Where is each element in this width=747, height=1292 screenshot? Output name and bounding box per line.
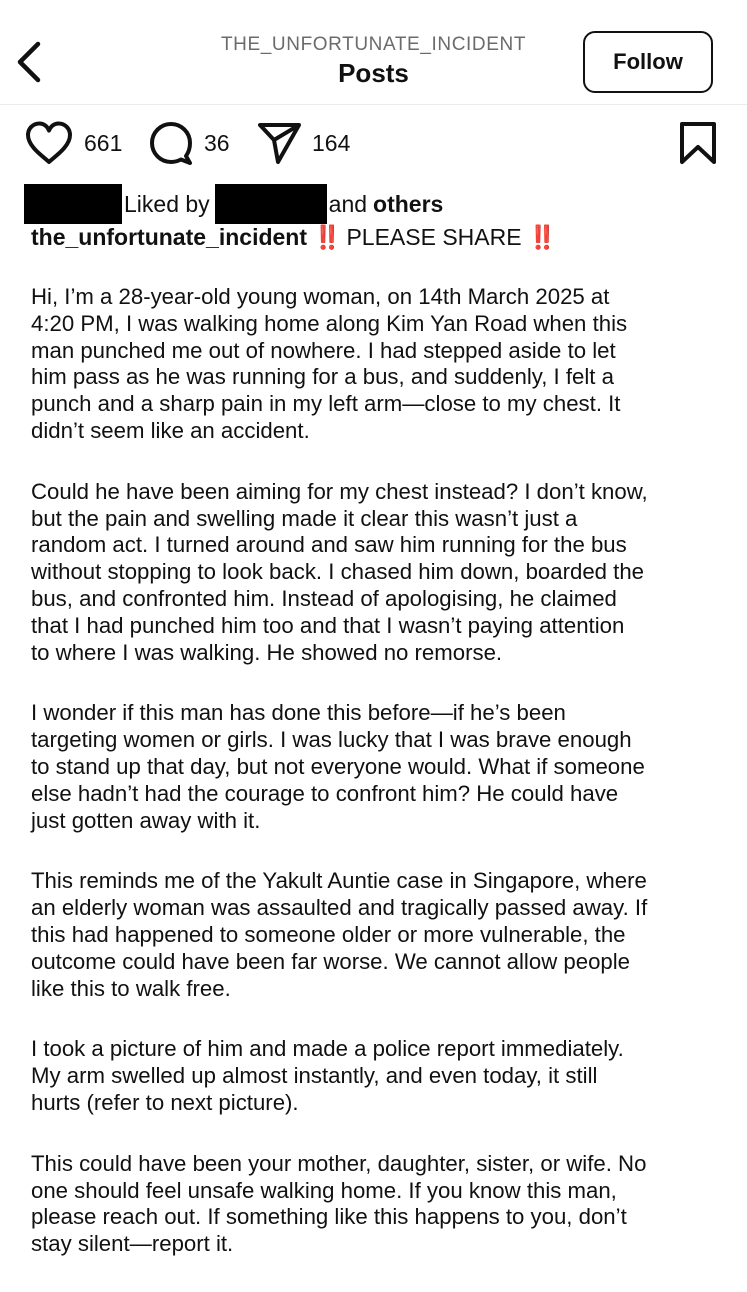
like-count: 661 — [84, 129, 123, 156]
double-exclamation-icon: ‼️ — [527, 224, 555, 250]
paper-plane-icon[interactable] — [256, 120, 302, 166]
caption-text: PLEASE SHARE — [346, 224, 522, 250]
redacted-username — [215, 184, 327, 224]
share-count: 164 — [312, 129, 351, 156]
heart-icon[interactable] — [24, 120, 74, 166]
liked-others-label[interactable]: others — [373, 190, 444, 217]
comment-count: 36 — [204, 129, 230, 156]
caption-username[interactable]: the_unfortunate_incident — [31, 224, 308, 250]
comment-action[interactable] — [148, 118, 230, 168]
share-action[interactable] — [256, 118, 350, 168]
account-name[interactable]: THE_UNFORTUNATE_INCIDENT — [220, 34, 527, 55]
bookmark-icon[interactable] — [678, 120, 718, 166]
like-action[interactable] — [24, 118, 122, 168]
post-paragraph: Hi, I’m a 28-year-old young woman, on 14th March 2025 at 4:20 PM, I was walking home along Kim Yan Road when this man punched me out of nowhere. I had stepped aside to let him pass as he was running for a bus, and suddenly, I felt a punch and a sharp pain in my left arm—close to my chest. It didn’t seem like an accident. — [31, 284, 628, 443]
save-action[interactable] — [678, 118, 718, 168]
double-exclamation-icon: ‼️ — [313, 224, 341, 250]
post-actions — [0, 118, 747, 168]
post-paragraph: I wonder if this man has done this before—if he’s been targeting women or girls. I was lucky that I was brave enough to stand up that day, but not everyone would. What if someone else hadn’t had the courage to confront him? He could have just gotten away with it. — [31, 700, 645, 833]
caption-line — [31, 222, 555, 252]
comment-bubble-icon[interactable] — [148, 120, 194, 166]
post-body — [31, 284, 721, 1292]
post-paragraph: This reminds me of the Yakult Auntie case in Singapore, where an elderly woman was assaulted and tragically passed away. If this had happened to someone older or more vulnerable, the outcome could have been far worse. We cannot allow people like this to walk free. — [31, 868, 648, 1001]
post-paragraph: This could have been your mother, daughter, sister, or wife. No one should feel unsafe walking home. If you know this man, please reach out. If something like this happens to you, don’t stay silent—report it. — [31, 1150, 647, 1257]
post-paragraph: Could he have been aiming for my chest instead? I don’t know, but the pain and swelling made it clear this wasn’t just a random act. I turned around and saw him running for the bus without stopping to look back. I chased him down, boarded the bus, and confronted him. Instead of apologising, he claimed that I had punched him too and that I wasn’t paying attention to where I was walking. He showed no remorse. — [31, 478, 648, 665]
page-title: Posts — [338, 58, 409, 88]
top-bar — [0, 0, 747, 105]
liked-and-label: and — [328, 190, 368, 217]
liked-by-row[interactable] — [24, 184, 443, 224]
liked-by-label: Liked by — [124, 190, 210, 217]
follow-button[interactable]: Follow — [583, 31, 713, 93]
redacted-avatar — [24, 184, 122, 224]
post-paragraph: I took a picture of him and made a police report immediately. My arm swelled up almost instantly, and even today, it still hurts (refer to next picture). — [31, 1036, 624, 1115]
